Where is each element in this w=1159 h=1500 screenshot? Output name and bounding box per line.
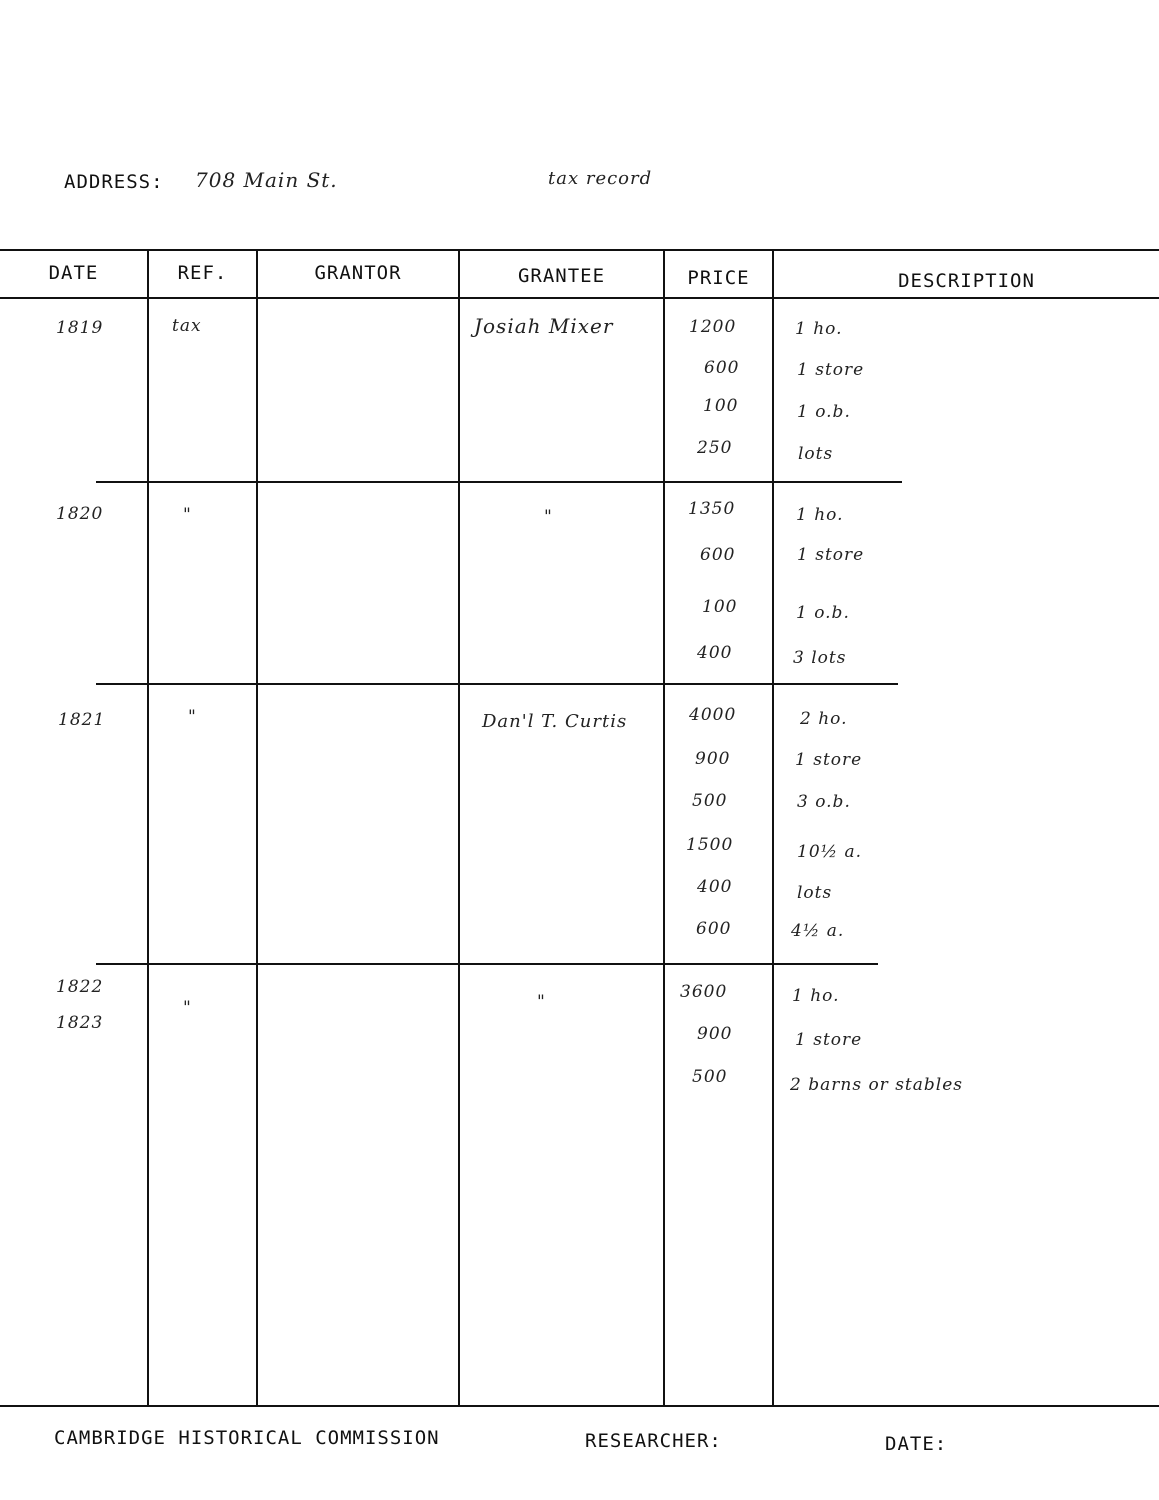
table-bottom-rule (0, 1405, 1159, 1407)
description-value: lots (798, 444, 834, 464)
description-value: 1 ho. (792, 986, 840, 1006)
price-value: 400 (697, 643, 733, 663)
record-date: 1823 (56, 1013, 104, 1033)
table-top-rule (0, 249, 1159, 251)
description-value: 1 store (797, 545, 865, 565)
record-ref: " (183, 505, 192, 525)
description-value: 2 barns or stables (790, 1075, 964, 1095)
description-value: 2 ho. (800, 709, 848, 729)
description-value: 1 store (797, 360, 865, 380)
description-value: lots (797, 883, 833, 903)
description-value: 1 store (795, 1030, 863, 1050)
description-value: 1 ho. (795, 319, 843, 339)
price-value: 100 (703, 396, 739, 416)
column-divider (147, 250, 149, 1405)
price-value: 900 (695, 749, 731, 769)
record-grantee: " (537, 992, 546, 1012)
column-header-price: PRICE (687, 267, 750, 289)
description-value: 3 lots (793, 648, 847, 668)
record-grantee: Dan'l T. Curtis (482, 711, 628, 732)
price-value: 600 (696, 919, 732, 939)
date-label: DATE: (885, 1433, 948, 1455)
description-value: 3 o.b. (797, 792, 851, 812)
column-divider (458, 250, 460, 1405)
address-value: 708 Main St. (195, 168, 338, 192)
column-header-ref: REF. (177, 262, 228, 284)
price-value: 600 (700, 545, 736, 565)
record-grantee: Josiah Mixer (474, 314, 614, 338)
price-value: 500 (692, 791, 728, 811)
record-separator (96, 481, 902, 483)
price-value: 1350 (688, 499, 736, 519)
record-ref: " (188, 707, 197, 727)
address-label: ADDRESS: (64, 171, 164, 193)
record-separator (96, 683, 898, 685)
price-value: 1500 (686, 835, 734, 855)
column-divider (663, 250, 665, 1405)
description-value: 1 o.b. (796, 603, 850, 623)
column-divider (256, 250, 258, 1405)
description-value: 10½ a. (797, 842, 863, 862)
commission-name: CAMBRIDGE HISTORICAL COMMISSION (54, 1427, 440, 1449)
description-value: 1 store (795, 750, 863, 770)
price-value: 500 (692, 1067, 728, 1087)
column-header-grantee: GRANTEE (517, 265, 606, 287)
record-separator (96, 963, 878, 965)
researcher-label: RESEARCHER: (585, 1430, 722, 1452)
description-value: 1 o.b. (797, 402, 851, 422)
price-value: 100 (702, 597, 738, 617)
record-date: 1822 (56, 977, 104, 997)
price-value: 900 (697, 1024, 733, 1044)
header-bottom-rule (0, 297, 1159, 299)
record-ref: tax (172, 316, 202, 336)
column-divider (772, 250, 774, 1405)
record-grantee: " (544, 507, 553, 527)
price-value: 250 (697, 438, 733, 458)
column-header-description: DESCRIPTION (898, 270, 1035, 292)
column-header-grantor: GRANTOR (314, 262, 402, 284)
record-date: 1820 (56, 504, 104, 524)
record-date: 1819 (56, 318, 104, 338)
description-value: 1 ho. (796, 505, 844, 525)
price-value: 400 (697, 877, 733, 897)
price-value: 600 (704, 358, 740, 378)
price-value: 1200 (689, 317, 737, 337)
price-value: 3600 (680, 982, 728, 1002)
record-source-note: tax record (548, 168, 653, 189)
price-value: 4000 (689, 705, 737, 725)
column-header-date: DATE (48, 262, 99, 284)
description-value: 4½ a. (791, 921, 845, 941)
record-ref: " (183, 998, 192, 1018)
record-date: 1821 (58, 710, 106, 730)
